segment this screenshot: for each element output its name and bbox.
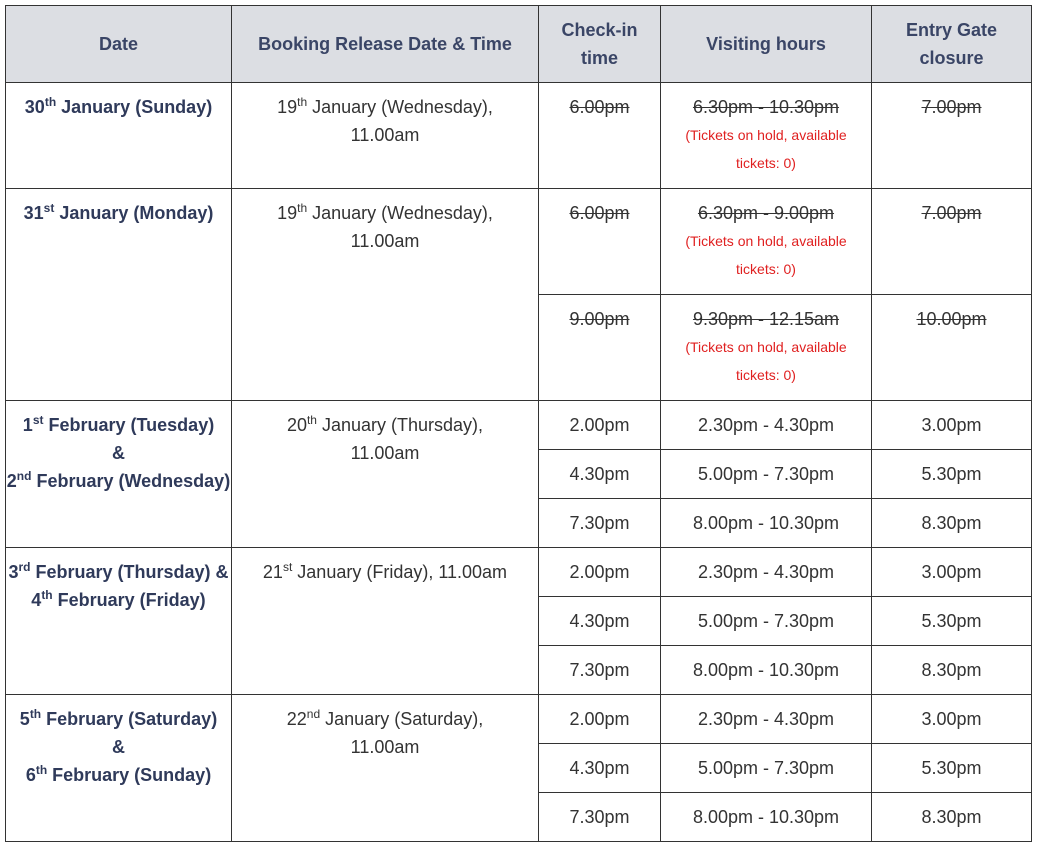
tickets-on-hold-note: (Tickets on hold, available tickets: 0) <box>685 233 847 277</box>
header-date: Date <box>6 6 232 83</box>
date-number: 5 <box>19 709 30 729</box>
gate-cell <box>872 548 1032 597</box>
release-cell <box>232 401 539 548</box>
date-cell <box>6 548 232 695</box>
date-suffix: rd <box>18 560 31 574</box>
visiting-hours: 9.30pm - 12.15am <box>692 309 840 329</box>
date-suffix: nd <box>16 469 32 483</box>
checkin-time: 4.30pm <box>569 758 630 778</box>
date-line <box>6 93 231 121</box>
visiting-cell <box>661 189 872 295</box>
gate-cell <box>872 189 1032 295</box>
schedule-table <box>5 5 1032 842</box>
visiting-cell <box>661 499 872 548</box>
checkin-cell <box>539 83 661 189</box>
header-release: Booking Release Date & Time <box>232 6 539 83</box>
release-text <box>232 558 538 586</box>
table-row <box>6 695 1032 744</box>
release-suffix: th <box>306 413 317 427</box>
date-line <box>6 467 231 495</box>
checkin-time: 7.30pm <box>569 660 630 680</box>
visiting-hours: 6.30pm - 9.00pm <box>697 203 835 223</box>
visiting-hours: 5.00pm - 7.30pm <box>697 611 835 631</box>
date-number: 1 <box>22 415 33 435</box>
date-line <box>6 761 231 789</box>
table-row <box>6 83 1032 189</box>
gate-closure-time: 8.30pm <box>921 807 982 827</box>
gate-cell <box>872 646 1032 695</box>
release-text <box>232 705 538 761</box>
date-suffix: th <box>44 95 57 109</box>
date-cell <box>6 401 232 548</box>
date-text: & <box>112 443 125 463</box>
checkin-cell <box>539 597 661 646</box>
gate-closure-time: 3.00pm <box>921 709 982 729</box>
gate-closure-time: 3.00pm <box>921 562 982 582</box>
checkin-time: 9.00pm <box>569 309 630 329</box>
visiting-hours: 6.30pm - 10.30pm <box>692 97 840 117</box>
release-suffix: nd <box>306 707 321 721</box>
visiting-hours: 2.30pm - 4.30pm <box>697 415 835 435</box>
date-cell <box>6 189 232 401</box>
date-text: February (Tuesday) <box>43 415 215 435</box>
visiting-hours: 2.30pm - 4.30pm <box>697 562 835 582</box>
date-line <box>6 558 231 586</box>
release-cell <box>232 83 539 189</box>
visiting-cell <box>661 646 872 695</box>
gate-cell <box>872 450 1032 499</box>
date-text: February (Friday) <box>52 590 206 610</box>
checkin-cell <box>539 499 661 548</box>
release-number: 20 <box>286 415 307 435</box>
gate-closure-time: 5.30pm <box>921 758 982 778</box>
date-line <box>6 411 231 439</box>
gate-closure-time: 5.30pm <box>921 611 982 631</box>
checkin-cell <box>539 189 661 295</box>
gate-cell <box>872 744 1032 793</box>
release-number: 22 <box>286 709 307 729</box>
gate-cell <box>872 295 1032 401</box>
table-row <box>6 548 1032 597</box>
visiting-hours: 5.00pm - 7.30pm <box>697 758 835 778</box>
checkin-time: 2.00pm <box>569 415 630 435</box>
date-number: 30 <box>24 97 45 117</box>
date-text: February (Thursday) & <box>30 562 229 582</box>
release-number: 19 <box>277 203 298 223</box>
checkin-time: 2.00pm <box>569 709 630 729</box>
gate-closure-time: 5.30pm <box>921 464 982 484</box>
date-text: February (Saturday) <box>41 709 218 729</box>
release-text: January (Saturday), 11.00am <box>320 709 484 757</box>
checkin-cell <box>539 744 661 793</box>
gate-closure-time: 8.30pm <box>921 513 982 533</box>
gate-cell <box>872 401 1032 450</box>
table-row <box>6 189 1032 295</box>
checkin-time: 4.30pm <box>569 464 630 484</box>
visiting-cell <box>661 793 872 842</box>
checkin-cell <box>539 548 661 597</box>
date-line <box>6 733 231 761</box>
release-suffix: th <box>297 95 308 109</box>
release-text: January (Friday), 11.00am <box>292 562 508 582</box>
checkin-time: 7.30pm <box>569 513 630 533</box>
release-number: 21 <box>262 562 283 582</box>
date-number: 3 <box>8 562 19 582</box>
header-gate: Entry Gate closure <box>872 6 1032 83</box>
visiting-cell <box>661 744 872 793</box>
release-text: January (Thursday), 11.00am <box>316 415 484 463</box>
checkin-time: 6.00pm <box>569 203 630 223</box>
date-line <box>6 586 231 614</box>
date-text: January (Monday) <box>54 203 214 223</box>
checkin-cell <box>539 646 661 695</box>
release-text <box>232 411 538 467</box>
date-suffix: st <box>43 201 55 215</box>
date-suffix: st <box>32 413 44 427</box>
visiting-cell <box>661 83 872 189</box>
checkin-time: 6.00pm <box>569 97 630 117</box>
checkin-cell <box>539 793 661 842</box>
visiting-hours: 2.30pm - 4.30pm <box>697 709 835 729</box>
date-cell <box>6 83 232 189</box>
date-cell <box>6 695 232 842</box>
date-suffix: th <box>41 588 53 602</box>
gate-closure-time: 8.30pm <box>921 660 982 680</box>
release-text <box>232 93 538 149</box>
visiting-cell <box>661 450 872 499</box>
visiting-cell <box>661 597 872 646</box>
header-row <box>6 6 1032 83</box>
gate-cell <box>872 793 1032 842</box>
visiting-hours: 8.00pm - 10.30pm <box>692 660 840 680</box>
date-text: & <box>112 737 125 757</box>
date-line <box>6 705 231 733</box>
checkin-cell <box>539 695 661 744</box>
release-cell <box>232 695 539 842</box>
gate-cell <box>872 597 1032 646</box>
release-suffix: st <box>282 560 293 574</box>
header-checkin: Check-in time <box>539 6 661 83</box>
visiting-cell <box>661 295 872 401</box>
visiting-cell <box>661 401 872 450</box>
date-text: February (Sunday) <box>47 765 212 785</box>
release-cell <box>232 189 539 401</box>
gate-cell <box>872 695 1032 744</box>
release-number: 19 <box>277 97 298 117</box>
checkin-time: 2.00pm <box>569 562 630 582</box>
gate-closure-time: 7.00pm <box>921 203 982 223</box>
schedule-body <box>6 83 1032 842</box>
gate-cell <box>872 83 1032 189</box>
release-text: January (Wednesday), 11.00am <box>307 203 493 251</box>
visiting-hours: 8.00pm - 10.30pm <box>692 807 840 827</box>
date-line <box>6 199 231 227</box>
date-suffix: th <box>29 707 42 721</box>
date-line <box>6 439 231 467</box>
tickets-on-hold-note: (Tickets on hold, available tickets: 0) <box>685 339 847 383</box>
date-text: January (Sunday) <box>56 97 213 117</box>
checkin-cell <box>539 401 661 450</box>
release-text: January (Wednesday), 11.00am <box>307 97 493 145</box>
date-number: 2 <box>6 471 17 491</box>
date-number: 4 <box>31 590 42 610</box>
gate-closure-time: 7.00pm <box>921 97 982 117</box>
date-number: 6 <box>25 765 36 785</box>
visiting-hours: 5.00pm - 7.30pm <box>697 464 835 484</box>
header-visiting: Visiting hours <box>661 6 872 83</box>
checkin-cell <box>539 450 661 499</box>
date-suffix: th <box>35 763 48 777</box>
release-suffix: th <box>297 201 308 215</box>
table-row <box>6 401 1032 450</box>
tickets-on-hold-note: (Tickets on hold, available tickets: 0) <box>685 127 847 171</box>
visiting-cell <box>661 548 872 597</box>
gate-closure-time: 3.00pm <box>921 415 982 435</box>
release-cell <box>232 548 539 695</box>
gate-cell <box>872 499 1032 548</box>
date-text: February (Wednesday) <box>31 471 231 491</box>
visiting-cell <box>661 695 872 744</box>
checkin-time: 7.30pm <box>569 807 630 827</box>
gate-closure-time: 10.00pm <box>916 309 987 329</box>
checkin-time: 4.30pm <box>569 611 630 631</box>
checkin-cell <box>539 295 661 401</box>
visiting-hours: 8.00pm - 10.30pm <box>692 513 840 533</box>
release-text <box>232 199 538 255</box>
date-number: 31 <box>23 203 44 223</box>
